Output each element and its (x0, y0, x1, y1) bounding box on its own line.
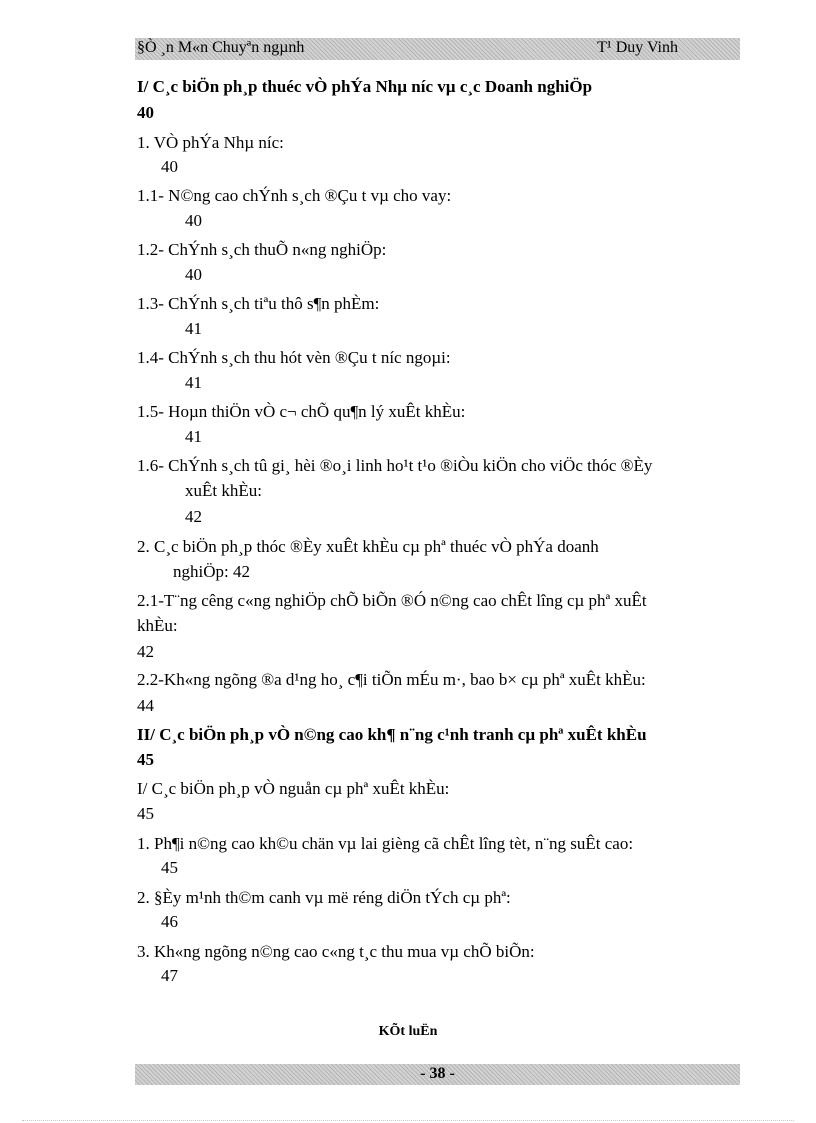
toc-page: 41 (185, 427, 202, 446)
toc-page: 45 (137, 804, 154, 823)
toc-entry: 1.3- ChÝnh s¸ch tiªu thô s¶n phÈm: (137, 294, 380, 313)
toc-page: 45 (137, 750, 154, 769)
toc-page: 45 (161, 858, 178, 877)
header-course-title: §Ò ¸n M«n Chuyªn ngµnh (137, 39, 305, 56)
toc-page: 40 (161, 157, 178, 176)
toc-entry: 1. Ph¶i n©ng cao kh©u chän vµ lai gièng cã chÊt lîng tèt, n¨ng suÊt cao: (137, 834, 634, 853)
toc-entry-continued: nghiÖp: 42 (173, 562, 250, 581)
toc-page: 47 (161, 966, 178, 985)
header-author: T¹ Duy Vinh (597, 39, 678, 56)
toc-entry: 1.6- ChÝnh s¸ch tû gi¸ hèi ®o¸i linh ho¹t t¹o ®iÒu kiÖn cho viÖc thóc ®Èy (137, 456, 653, 475)
toc-page: 41 (185, 373, 202, 392)
toc-entry: 1.1- N©ng cao chÝnh s¸ch ®Çu t vµ cho vay: (137, 186, 452, 205)
toc-page: 42 (137, 642, 154, 661)
toc-entry: 2.2-Kh«ng ngõng ®a d¹ng ho¸ c¶i tiÕn mÉu m·, bao b× cµ phª xuÊt khÈu: (137, 670, 646, 689)
toc-heading-1: I/ C¸c biÖn ph¸p thuéc vÒ phÝa Nhµ níc vµ c¸c Doanh nghiÖp (137, 77, 593, 96)
toc-entry: 2.1-T¨ng cêng c«ng nghiÖp chÕ biÕn ®Ó n©ng cao chÊt lîng cµ phª xuÊt (137, 591, 647, 610)
page-number: - 38 - (420, 1065, 455, 1082)
toc-entry: 3. Kh«ng ngõng n©ng cao c«ng t¸c thu mua vµ chÕ biÕn: (137, 942, 535, 961)
toc-entry: 1.2- ChÝnh s¸ch thuÕ n«ng nghiÖp: (137, 240, 387, 259)
toc-entry: 2. §Èy m¹nh th©m canh vµ më réng diÖn tÝch cµ phª: (137, 888, 511, 907)
toc-page: 46 (161, 912, 178, 931)
toc-page: 44 (137, 696, 154, 715)
toc-page: 40 (137, 103, 154, 122)
toc-entry: 1.4- ChÝnh s¸ch thu hót vèn ®Çu t níc ngoµi: (137, 348, 451, 367)
page-header (135, 38, 740, 60)
toc-page: 42 (185, 507, 202, 526)
toc-page: 40 (185, 265, 202, 284)
toc-entry: I/ C¸c biÖn ph¸p vÒ nguån cµ phª xuÊt khÈu: (137, 779, 450, 798)
toc-heading-2: II/ C¸c biÖn ph¸p vÒ n©ng cao kh¶ n¨ng c¹nh tranh cµ phª xuÊt khÈu (137, 725, 647, 744)
toc-entry-continued: xuÊt khÈu: (185, 481, 262, 500)
page-footer (135, 1064, 740, 1085)
toc-entry: 1. VÒ phÝa Nhµ níc: (137, 133, 284, 152)
toc-page: 40 (185, 211, 202, 230)
page-bottom-divider (22, 1120, 794, 1121)
toc-entry: 1.5- Hoµn thiÖn vÒ c¬ chÕ qu¶n lý xuÊt khÈu: (137, 402, 466, 421)
toc-entry-continued: khÈu: (137, 616, 178, 635)
toc-entry: 2. C¸c biÖn ph¸p thóc ®Èy xuÊt khÈu cµ phª thuéc vÒ phÝa doanh (137, 537, 599, 556)
toc-page: 41 (185, 319, 202, 338)
conclusion-label: KÕt luËn (378, 1024, 438, 1039)
